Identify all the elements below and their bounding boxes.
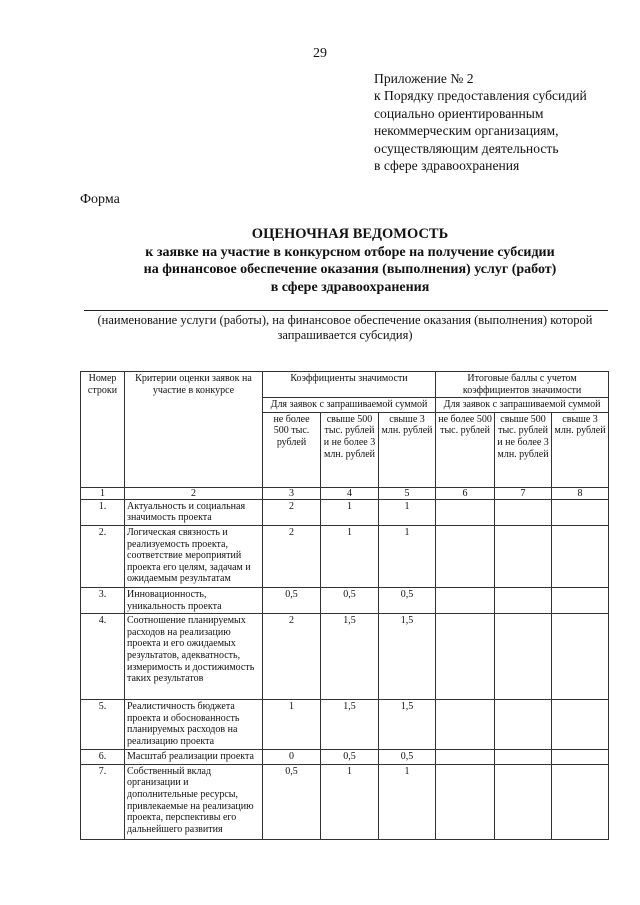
coef-over-3m: 1	[379, 499, 436, 525]
header-row	[81, 372, 609, 398]
row-number: 7.	[81, 764, 125, 839]
coef-500k-3m: 1	[321, 499, 379, 525]
table-row	[81, 700, 609, 750]
appendix-line: некоммерческим организациям,	[374, 123, 559, 139]
column-number: 8	[552, 487, 609, 499]
service-name-caption: (наименование услуги (работы), на финансовое обеспечение оказания (выполнения) которой запрашивается субсидия)	[97, 313, 593, 342]
row-number: 2.	[81, 525, 125, 587]
appendix-line: осуществляющим деятельность	[374, 140, 559, 156]
score-cell	[552, 750, 609, 765]
header-total-scores: Итоговые баллы с учетом коэффициентов значимости	[436, 372, 609, 398]
appendix-line: социально ориентированным	[374, 105, 544, 121]
coef-over-3m: 1	[379, 525, 436, 587]
coef-up-to-500k: 0,5	[263, 587, 321, 613]
document-title	[60, 226, 640, 296]
table-row	[81, 614, 609, 700]
coef-up-to-500k: 1	[263, 700, 321, 750]
score-cell	[495, 700, 552, 750]
score-cell	[495, 750, 552, 765]
column-numbers-row	[81, 487, 609, 499]
column-number: 2	[125, 487, 263, 499]
criterion-cell: Соотношение планируемых расходов на реализацию проекта и его ожидаемых результатов, адекватность, измеримость и достижимость таких результатов	[125, 614, 263, 700]
score-cell	[552, 499, 609, 525]
table-row	[81, 499, 609, 525]
coef-500k-3m: 1	[321, 764, 379, 839]
score-cell	[436, 587, 495, 613]
coef-500k-3m: 0,5	[321, 587, 379, 613]
table-row	[81, 750, 609, 765]
column-number: 3	[263, 487, 321, 499]
criterion-cell: Масштаб реализации проекта	[125, 750, 263, 765]
title-line: в сфере здравоохранения	[270, 279, 430, 295]
title-line: на финансовое обеспечение оказания (выполнения) услуг (работ)	[143, 262, 557, 278]
column-number: 4	[321, 487, 379, 499]
score-cell	[495, 525, 552, 587]
score-cell	[436, 764, 495, 839]
coef-over-3m: 0,5	[379, 587, 436, 613]
coef-500k-3m: 0,5	[321, 750, 379, 765]
appendix-line: Приложение № 2	[374, 71, 474, 86]
header-col-over-3m: свыше 3 млн. рублей	[379, 412, 436, 487]
service-name-line	[84, 310, 608, 311]
column-number: 7	[495, 487, 552, 499]
table-row	[81, 525, 609, 587]
coef-up-to-500k: 2	[263, 525, 321, 587]
score-cell	[436, 525, 495, 587]
row-number: 5.	[81, 700, 125, 750]
header-col-up-to-500k: не более 500 тыс. рублей	[436, 412, 495, 487]
row-number: 6.	[81, 750, 125, 765]
criterion-cell: Логическая связность и реализуемость проекта, соответствие мероприятий проекта его целям, задачам и ожидаемым результатам	[125, 525, 263, 587]
coef-over-3m: 1	[379, 764, 436, 839]
coef-up-to-500k: 0	[263, 750, 321, 765]
header-col-500k-3m: свыше 500 тыс. рублей и не более 3 млн. рублей	[495, 412, 552, 487]
table-row	[81, 764, 609, 839]
title-line: ОЦЕНОЧНАЯ ВЕДОМОСТЬ	[251, 226, 449, 242]
coef-over-3m: 0,5	[379, 750, 436, 765]
appendix-line: в сфере здравоохранения	[374, 158, 520, 174]
header-criteria: Критерии оценки заявок на участие в конкурсе	[125, 372, 263, 488]
appendix-block	[374, 70, 587, 174]
coef-over-3m: 1,5	[379, 700, 436, 750]
score-cell	[436, 750, 495, 765]
row-number: 1.	[81, 499, 125, 525]
column-number: 5	[379, 487, 436, 499]
column-number: 1	[81, 487, 125, 499]
score-cell	[552, 700, 609, 750]
score-cell	[552, 587, 609, 613]
evaluation-table	[80, 371, 609, 840]
criterion-cell: Реалистичность бюджета проекта и обоснованность планируемых расходов на реализацию проекта	[125, 700, 263, 750]
score-cell	[495, 587, 552, 613]
header-for-applications: Для заявок с запрашиваемой суммой	[263, 398, 436, 413]
table-row	[81, 587, 609, 613]
score-cell	[436, 614, 495, 700]
title-line: к заявке на участие в конкурсном отборе на получение субсидии	[145, 244, 555, 260]
header-coefficients: Коэффициенты значимости	[263, 372, 436, 398]
criterion-cell: Собственный вклад организации и дополнительные ресурсы, привлекаемые на реализацию проекта, перспективы его дальнейшего развития	[125, 764, 263, 839]
page-number: 29	[313, 46, 327, 61]
score-cell	[495, 764, 552, 839]
form-label: Форма	[80, 192, 120, 207]
score-cell	[495, 499, 552, 525]
score-cell	[495, 614, 552, 700]
coef-500k-3m: 1,5	[321, 614, 379, 700]
criterion-cell: Инновационность, уникальность проекта	[125, 587, 263, 613]
header-col-over-3m: свыше 3 млн. рублей	[552, 412, 609, 487]
coef-up-to-500k: 2	[263, 614, 321, 700]
row-number: 4.	[81, 614, 125, 700]
score-cell	[436, 499, 495, 525]
appendix-line: к Порядку предоставления субсидий	[374, 88, 587, 104]
header-row-number: Номер строки	[81, 372, 125, 488]
coef-500k-3m: 1	[321, 525, 379, 587]
criterion-cell: Актуальность и социальная значимость проекта	[125, 499, 263, 525]
column-number: 6	[436, 487, 495, 499]
score-cell	[552, 525, 609, 587]
coef-over-3m: 1,5	[379, 614, 436, 700]
coef-up-to-500k: 2	[263, 499, 321, 525]
coef-up-to-500k: 0,5	[263, 764, 321, 839]
header-col-500k-3m: свыше 500 тыс. рублей и не более 3 млн. рублей	[321, 412, 379, 487]
header-col-up-to-500k: не более 500 тыс. рублей	[263, 412, 321, 487]
header-for-applications: Для заявок с запрашиваемой суммой	[436, 398, 609, 413]
row-number: 3.	[81, 587, 125, 613]
coef-500k-3m: 1,5	[321, 700, 379, 750]
score-cell	[552, 614, 609, 700]
score-cell	[552, 764, 609, 839]
score-cell	[436, 700, 495, 750]
